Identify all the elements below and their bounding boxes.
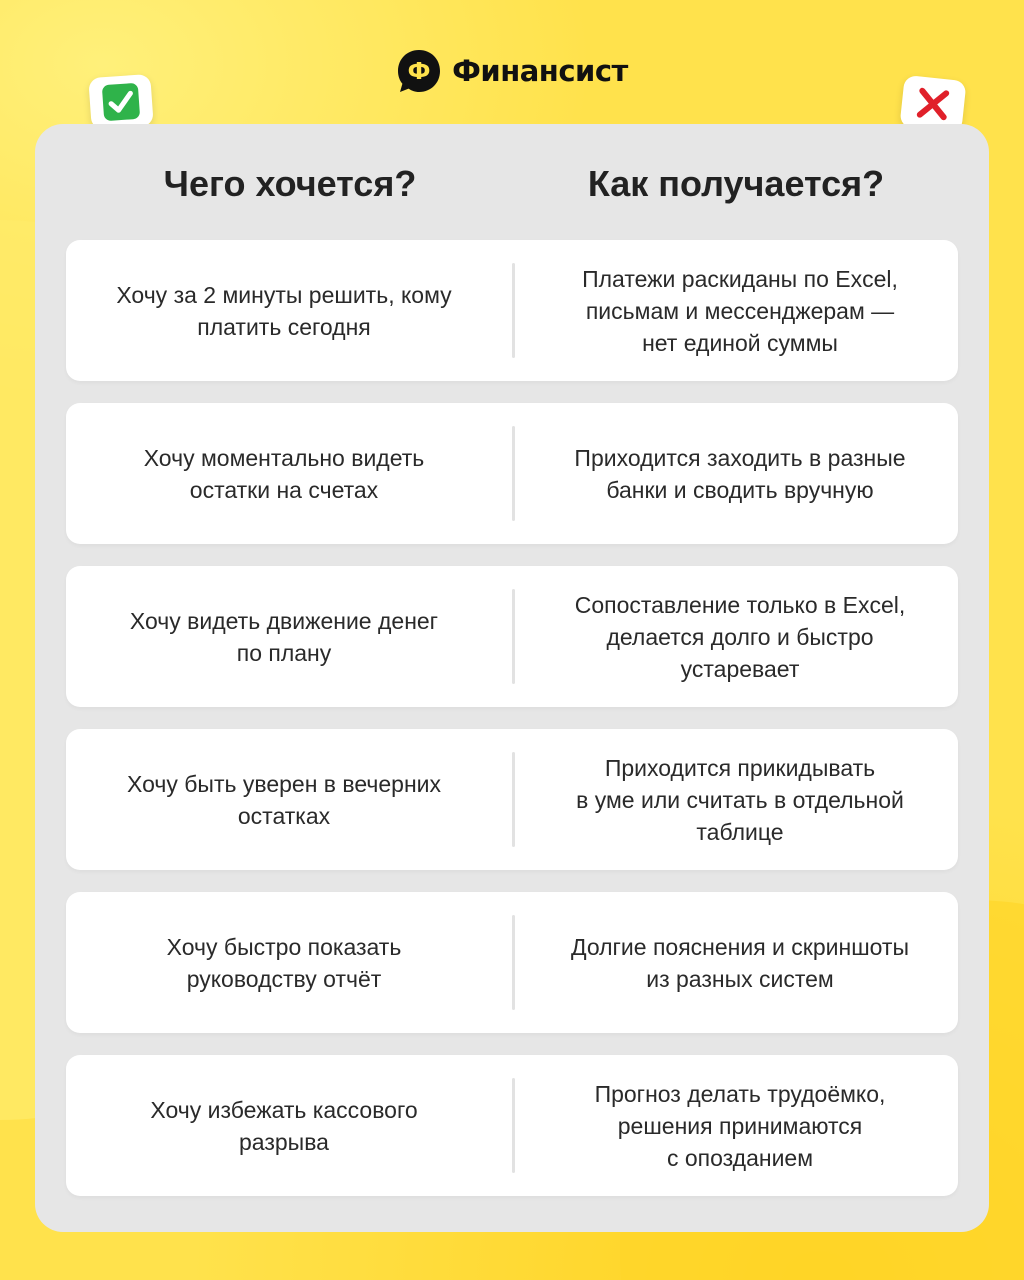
reality-text: Прогноз делать трудоёмко, решения принимаются с опозданием <box>594 1080 886 1171</box>
row-divider <box>512 752 515 847</box>
comparison-row <box>66 1055 958 1196</box>
row-divider <box>512 589 515 684</box>
want-text: Хочу за 2 минуты решить, кому платить сегодня <box>116 281 452 340</box>
check-mark-icon <box>100 81 143 124</box>
want-text: Хочу быстро показать руководству отчёт <box>166 933 402 992</box>
row-divider <box>512 426 515 521</box>
want-text: Хочу видеть движение денег по плану <box>129 607 439 666</box>
reality-text: Долгие пояснения и скриншоты из разных систем <box>571 933 909 992</box>
cross-mark-icon <box>911 82 955 126</box>
want-text: Хочу моментально видеть остатки на счетах <box>143 444 425 503</box>
comparison-row <box>66 729 958 870</box>
want-column-header: Чего хочется? <box>163 163 417 204</box>
comparison-row <box>66 892 958 1033</box>
logo-letter: Ф <box>407 59 431 85</box>
brand-name: Финансист <box>452 54 628 88</box>
want-text: Хочу избежать кассового разрыва <box>150 1096 418 1155</box>
brand-logo <box>0 48 1024 94</box>
comparison-row <box>66 240 958 381</box>
row-divider <box>512 915 515 1010</box>
comparison-row <box>66 566 958 707</box>
reality-column-header: Как получается? <box>587 163 885 204</box>
comparison-row <box>66 403 958 544</box>
reality-text: Платежи раскиданы по Excel, письмам и мессенджерам — нет единой суммы <box>582 265 898 356</box>
row-divider <box>512 1078 515 1173</box>
want-text: Хочу быть уверен в вечерних остатках <box>127 770 441 829</box>
check-sticker <box>88 74 153 130</box>
reality-text: Сопоставление только в Excel, делается долго и быстро устаревает <box>574 591 906 682</box>
row-divider <box>512 263 515 358</box>
reality-text: Приходится прикидывать в уме или считать в отдельной таблице <box>576 754 904 845</box>
logo-mark-icon <box>396 48 442 94</box>
reality-text: Приходится заходить в разные банки и сводить вручную <box>574 444 906 503</box>
